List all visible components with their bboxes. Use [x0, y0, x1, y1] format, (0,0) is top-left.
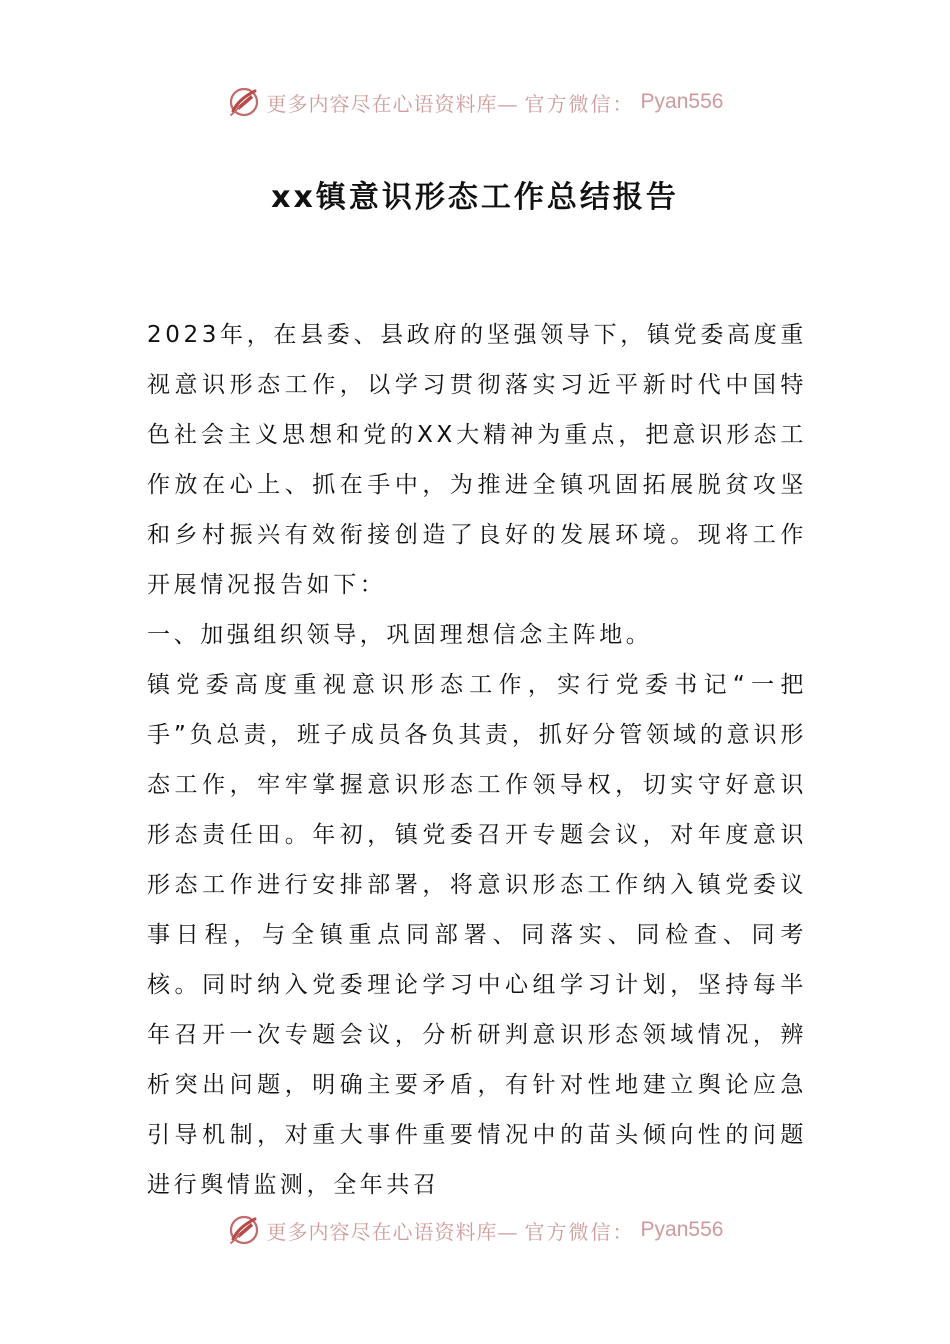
banner-text: 更多内容尽在心语资料库—: [266, 1219, 519, 1244]
banner-contact-id: Pyan556: [640, 1218, 724, 1241]
banner-text: 更多内容尽在心语资料库—: [266, 91, 519, 116]
banner-contact-id: Pyan556: [640, 90, 724, 113]
section-1-heading: 一、加强组织领导，巩固理想信念主阵地。: [147, 622, 653, 648]
banner-contact-label: 官方微信：: [524, 91, 635, 116]
banner-contact-label: 官方微信：: [524, 1219, 635, 1244]
intro-paragraph: 2023年，在县委、县政府的坚强领导下，镇党委高度重视意识形态工作，以学习贯彻落实习近平新时代中国特色社会主义思想和党的XX大精神为重点，把意识形态工作放在心上、抓在手中，为推进全镇巩固拓展脱贫攻坚和乡村振兴有效衔接创造了良好的发展环境。现将工作开展情况报告如下：: [147, 322, 807, 598]
header-banner: [0, 82, 950, 122]
footer-banner: [0, 1210, 950, 1250]
document-body: [147, 310, 807, 1210]
section-1-paragraph: 镇党委高度重视意识形态工作，实行党委书记“一把手”负总责，班子成员各负其责，抓好分管领域的意识形态工作，牢牢掌握意识形态工作领导权，切实守好意识形态责任田。年初，镇党委召开专题会议，对年度意识形态工作进行安排部署，将意识形态工作纳入镇党委议事日程，与全镇重点同部署、同落实、同检查、同考核。同时纳入党委理论学习中心组学习计划，坚持每半年召开一次专题会议，分析研判意识形态领域情况，辨析突出问题，明确主要矛盾，有针对性地建立舆论应急引导机制，对重大事件重要情况中的苗头倾向性的问题进行舆情监测，全年共召: [147, 672, 807, 1198]
document-title: xx镇意识形态工作总结报告: [271, 180, 679, 215]
pen-swirl-logo-icon: [227, 1213, 261, 1247]
pen-swirl-logo-icon: [227, 85, 261, 119]
